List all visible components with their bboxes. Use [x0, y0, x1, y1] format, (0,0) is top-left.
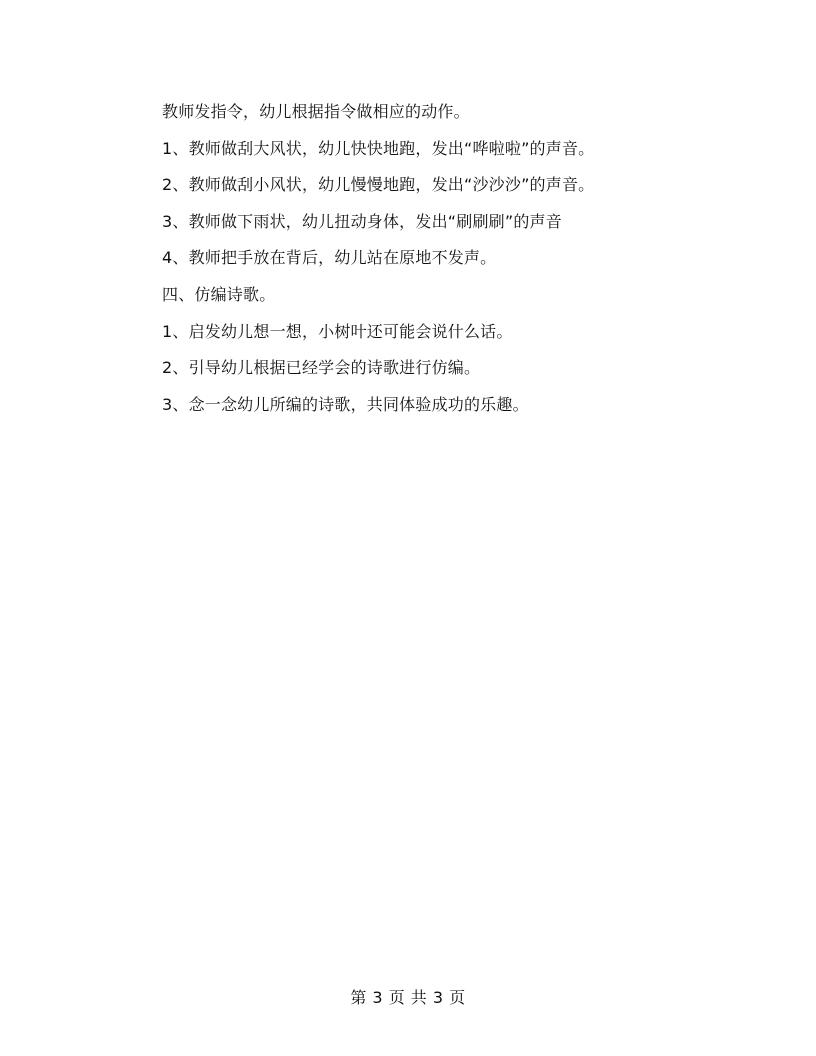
paragraph-step-strong-wind: 1、教师做刮大风状，幼儿快快地跑，发出“哗啦啦”的声音。	[162, 138, 595, 158]
paragraph-read-poems: 3、念一念幼儿所编的诗歌，共同体验成功的乐趣。	[162, 394, 529, 414]
page-number-footer: 第 3 页 共 3 页	[350, 988, 466, 1007]
paragraph-guide-imitation: 2、引导幼儿根据已经学会的诗歌进行仿编。	[162, 358, 481, 378]
paragraph-think-leaf-words: 1、启发幼儿想一想，小树叶还可能会说什么话。	[162, 321, 513, 341]
paragraph-step-hands-behind: 4、教师把手放在背后，幼儿站在原地不发声。	[162, 248, 497, 268]
paragraph-instruction-intro: 教师发指令，幼儿根据指令做相应的动作。	[162, 102, 470, 121]
document-body	[162, 94, 722, 423]
section-heading-imitate-poem: 四、仿编诗歌。	[162, 284, 276, 304]
paragraph-step-rain: 3、教师做下雨状，幼儿扭动身体，发出“刷刷刷”的声音	[162, 211, 562, 231]
paragraph-step-light-wind: 2、教师做刮小风状，幼儿慢慢地跑，发出“沙沙沙”的声音。	[162, 175, 595, 195]
